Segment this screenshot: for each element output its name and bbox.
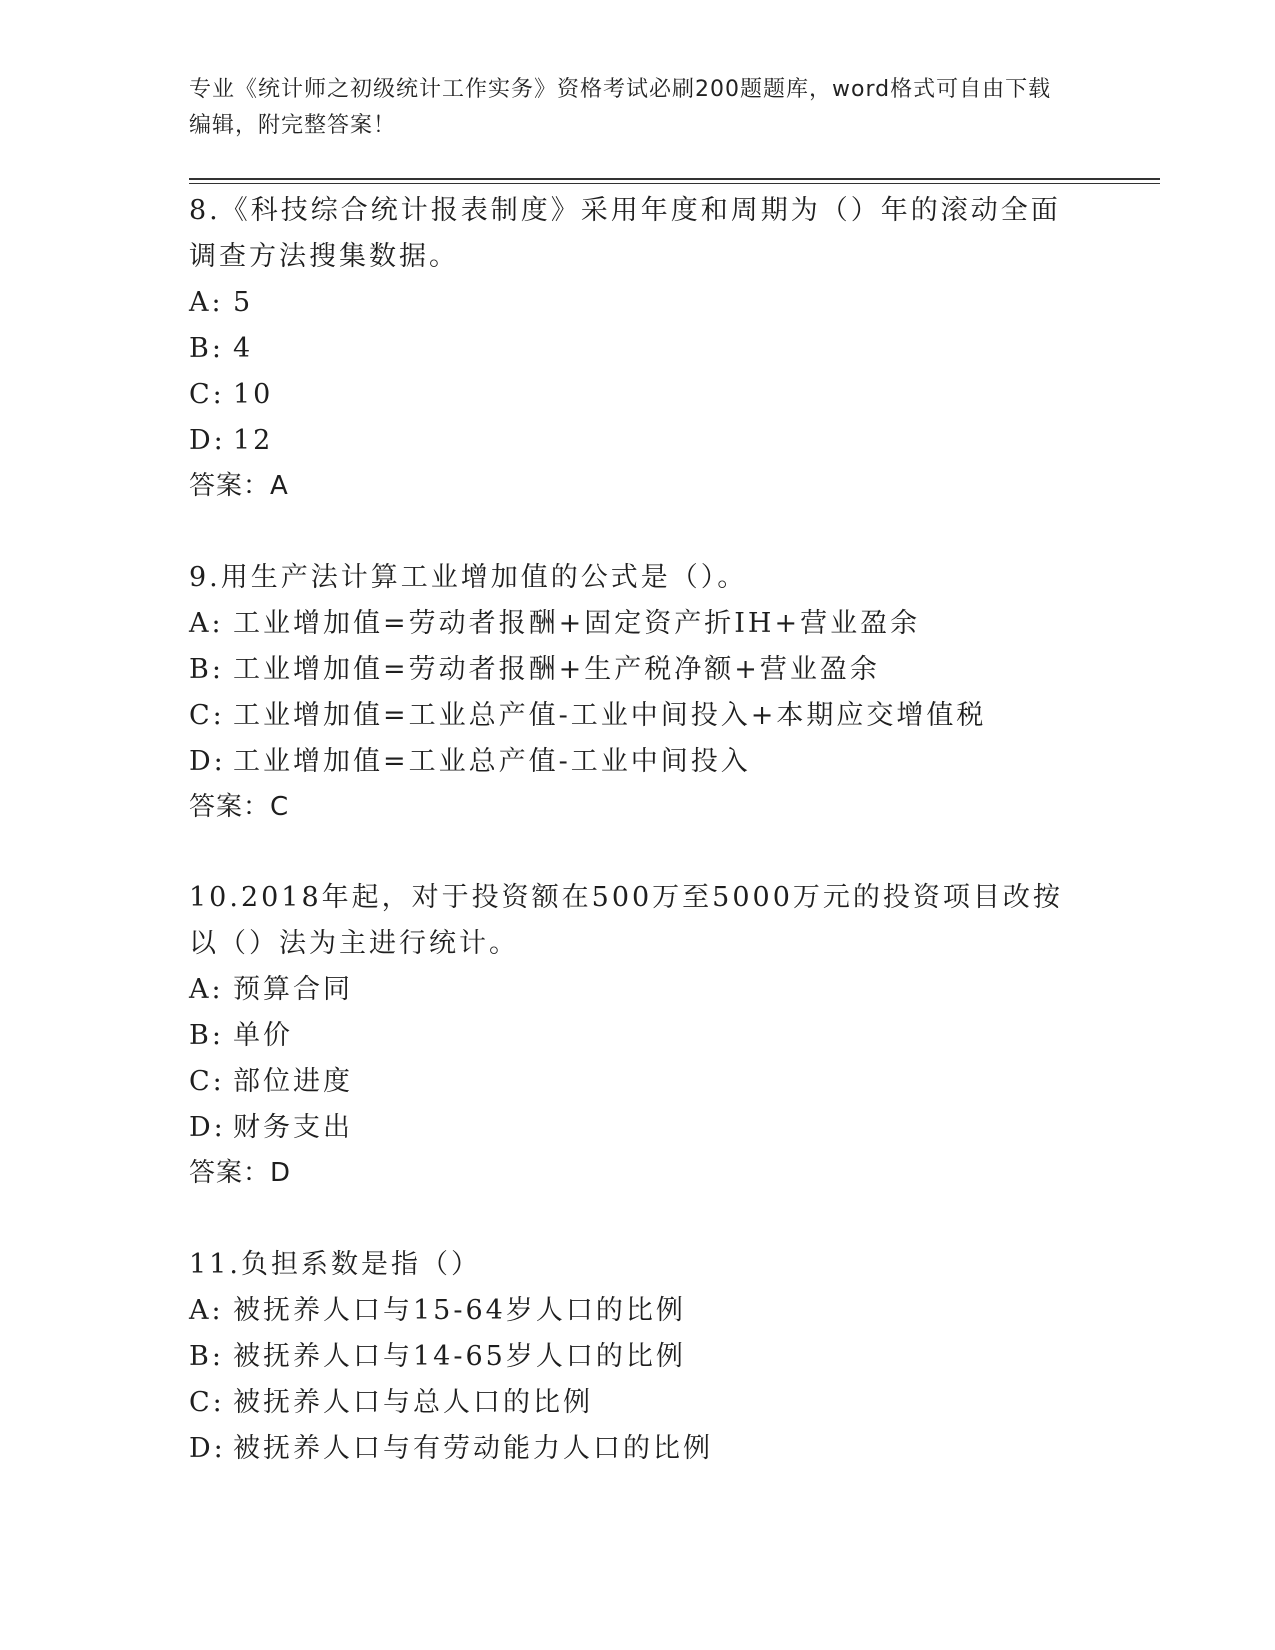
option-b [189,326,1089,372]
option-b [189,647,1089,693]
option-a [189,601,1089,647]
question-stem: 8.《科技综合统计报表制度》采用年度和周期为（）年的滚动全面调查方法搜集数据。 [189,195,1061,272]
option-text: 单价 [233,1020,293,1051]
option-text: 工业增加值=劳动者报酬+固定资产折IH+营业盈余 [233,608,921,639]
question-10 [189,875,1089,1195]
answer: 答案：C [189,792,290,822]
option-c [189,1059,1089,1105]
option-d [189,418,1089,464]
option-key: D: [189,425,226,456]
option-key: C: [189,1387,225,1418]
option-text: 预算合同 [233,974,353,1005]
option-text: 财务支出 [233,1112,353,1143]
option-text: 被抚养人口与15-64岁人口的比例 [233,1295,686,1326]
option-key: D: [189,1433,226,1464]
option-key: A: [189,974,224,1005]
option-text: 4 [233,333,254,364]
question-8 [189,188,1089,508]
option-b [189,1334,1089,1380]
option-text: 工业增加值=劳动者报酬+生产税净额+营业盈余 [233,654,880,685]
option-text: 工业增加值=工业总产值-工业中间投入+本期应交增值税 [233,700,987,731]
header-divider-thin [189,183,1160,184]
answer: 答案：A [189,471,289,501]
option-key: D: [189,746,226,777]
answer: 答案：D [189,1158,292,1188]
question-11 [189,1242,1089,1472]
option-c [189,372,1089,418]
option-a [189,1288,1089,1334]
option-key: A: [189,287,224,318]
question-stem: 9.用生产法计算工业增加值的公式是（）。 [189,562,748,593]
option-b [189,1013,1089,1059]
option-key: B: [189,333,224,364]
option-key: B: [189,1020,224,1051]
option-key: C: [189,379,225,410]
option-text: 被抚养人口与14-65岁人口的比例 [233,1341,686,1372]
question-9 [189,555,1089,829]
option-text: 12 [233,425,274,456]
option-d [189,1426,1089,1472]
option-text: 工业增加值=工业总产值-工业中间投入 [233,746,751,777]
option-text: 被抚养人口与有劳动能力人口的比例 [233,1433,713,1464]
option-text: 10 [233,379,274,410]
option-text: 5 [233,287,254,318]
option-c [189,693,1089,739]
option-key: C: [189,1066,225,1097]
option-key: B: [189,1341,224,1372]
option-text: 被抚养人口与总人口的比例 [233,1387,593,1418]
option-key: C: [189,700,225,731]
document-header: 专业《统计师之初级统计工作实务》资格考试必刷200题题库，word格式可自由下载编辑，附完整答案！ [189,77,1052,138]
option-key: D: [189,1112,226,1143]
question-stem: 10.2018年起，对于投资额在500万至5000万元的投资项目改按以（）法为主进行统计。 [189,882,1063,959]
option-key: A: [189,1295,224,1326]
option-key: A: [189,608,224,639]
option-d [189,739,1089,785]
option-text: 部位进度 [233,1066,353,1097]
option-c [189,1380,1089,1426]
header-divider-thick [189,178,1160,180]
option-a [189,280,1089,326]
question-stem: 11.负担系数是指（） [189,1249,481,1280]
option-a [189,967,1089,1013]
option-key: B: [189,654,224,685]
option-d [189,1105,1089,1151]
